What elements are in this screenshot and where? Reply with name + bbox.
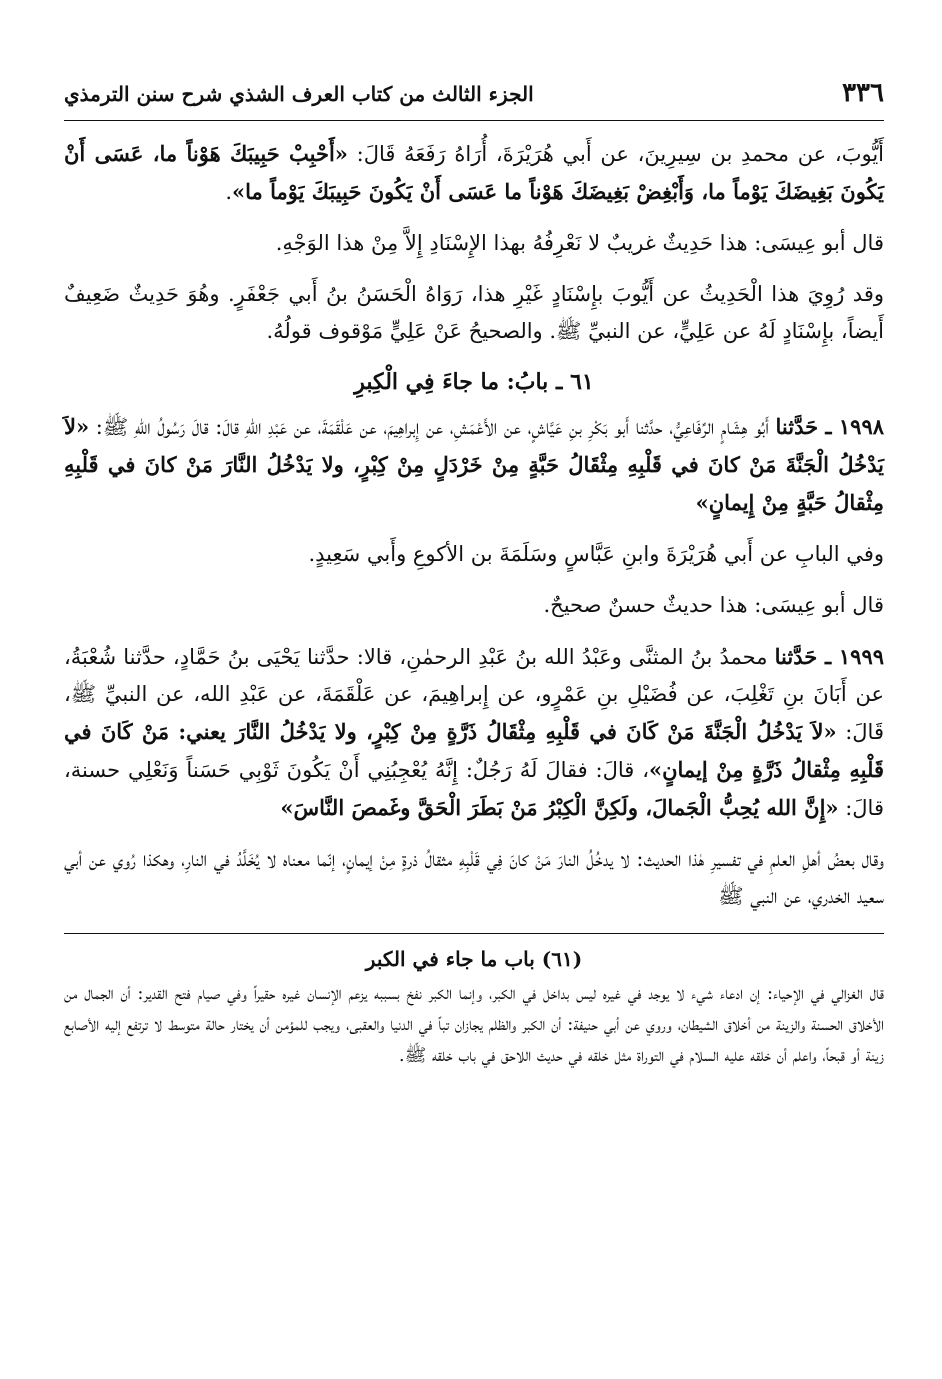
footnote-divider <box>64 933 884 934</box>
narration-text: ، قالَ: فقالَ لَهُ رَجُلٌ: إِنَّهُ يُعْجِبُنِي أَنْ يَكُونَ ثَوْبِي حَسَناً وَنَعْلِي حسنة، قالَ: <box>64 758 884 820</box>
page-number: ٣٣٦ <box>842 78 884 108</box>
hadith-1999 <box>64 638 884 827</box>
hadith-quote: «إِنَّ الله يُحِبُّ الْجَمالَ، ولَكِنَّ الْكِبْرُ مَنْ بَطَرَ الْحَقَّ وغَمصَ النَّاسَ» <box>280 795 839 820</box>
hadith-quote: «أَحْبِبْ حَبِيبَكَ هَوْناً ما، عَسَى أَنْ يَكُونَ بَغِيضَكَ يَوْماً ما، وَأَبْغِضْ بَغِيضَكَ هَوْناً ما عَسَى أَنْ يَكُونَ حَبِيبَكَ يَوْماً ما» <box>64 141 884 204</box>
paragraph-commentary: وقال بعضُ أهلِ العلمِ في تفسيرِ هٰذا الحديث: لا يدخُلُ النارَ مَنْ كانَ فِي قَلْبِهِ مثقالُ ذرةٍ مِنْ إيمانٍ، إنّما معناه لا يُخَلَّدُ في النارِ، وهكذا رُوي عن أبي سعيد الخدري، عن النبي ﷺ <box>64 847 884 908</box>
footnote-title: (٦١) باب ما جاء في الكبر <box>365 947 583 971</box>
footnote-section <box>64 940 884 1071</box>
running-title: الجزء الثالث من كتاب العرف الشذي شرح سنن الترمذي <box>64 82 534 106</box>
main-text <box>64 135 884 915</box>
hadith-number: ١٩٩٩ ـ حَدَّثنا <box>774 644 885 669</box>
paragraph-abu-isa-gharib: قال أبو عِيسَى: هذا حَدِيثٌ غريبٌ لا نَعْرِفُهُ بهذا الإِسْنَادِ إِلاَّ مِنْ هذا الوَجْهِ. <box>275 231 884 255</box>
hadith-1998 <box>64 408 884 522</box>
page-header <box>64 78 884 121</box>
chapter-heading: ٦١ ـ بابُ: ما جاءَ فِي الْكِبرِ <box>354 369 594 395</box>
footnote-text: قال الغزالي في الإحياء: إن ادعاء شيء لا يوجد في غيره ليس بداخل في الكبر، وإنما الكبر نفخ بسببه يزعم الإنسان غيره حقيراً وفي صيام فتح القدير: أن الجمال من الأخلاق الحسنة والزينة من أخلاق الشيطان، وروي عن أبي حنيفة: أن الكبر والظلم يجازان تباً في الدنيا والعقبى، ويجب للمؤمن أن يختار حالة متوسط لا ترتفع إليه الأصابع زينة أو قبحاً، واعلم أن خلقه عليه السلام في التوراة مثل خلقه في حديث اللاحق في باب خلقه ﷺ. <box>64 983 884 1066</box>
hadith-quote: «لاَ يَدْخُلُ الْجَنَّةَ مَنْ كانَ في قَلْبِهِ مِثْقَالُ حَبَّةٍ مِنْ خَرْدَلٍ مِنْ كِبْرٍ، ولا يَدْخُلُ النَّارَ مَنْ كانَ في قَلْبِهِ مِثْقالُ حَبَّةٍ مِنْ إِيمانٍ» <box>64 414 884 515</box>
paragraph-abu-isa-hasan: قال أبو عِيسَى: هذا حديثٌ حسنٌ صحيحٌ. <box>543 593 884 617</box>
paragraph-ayyub <box>64 135 884 211</box>
isnad-text: أَيُّوبَ، عن محمدِ بن سِيرِينَ، عن أَبي هُرَيْرَةَ، أُرَاهُ رَفَعَهُ قَالَ: <box>347 142 884 166</box>
paragraph-riwaya-note: وقد رُوِيَ هذا الْحَدِيثُ عن أَيُّوبَ بإِسْنَادٍ غَيْرِ هذا، رَوَاهُ الْحَسَنُ بنُ أَبي جَعْفَرٍ. وهُوَ حَدِيثٌ ضَعِيفٌ أَيضاً، بإِسْنَادٍ لَهُ عن عَلِيٍّ، عن النبيِّ ﷺ. والصحيحُ عَنْ عَلِيٍّ مَوْقوف قولُهُ. <box>64 282 884 343</box>
isnad-text: أَبُو هِشَامٍ الرِّفَاعِيُّ، حدَّثنا أَبو بَكْرِ بنِ عَيَّاشٍ، عن الأَعْمَشِ، عن إِبراهِيمَ، عن عَلْقَمَةَ، عن عَبْدِ اللهِ قالَ: قالَ رَسُولُ اللهِ ﷺ: <box>89 415 776 439</box>
punctuation: . <box>225 180 232 204</box>
hadith-number: ١٩٩٨ ـ حَدَّثنا <box>775 414 885 439</box>
hadith-quote: «لاَ يَدْخُلُ الْجَنَّةَ مَنْ كَانَ في قَلْبِهِ مِثْقَالُ ذَرَّةٍ مِنْ كِبْرٍ، ولا يَدْخُلُ النَّارَ يعني: مَنْ كَانَ في قَلْبِهِ مِثْقالُ ذَرَّةٍ مِنْ إيمانٍ» <box>64 719 884 782</box>
paragraph-fil-bab: وفي البابِ عن أَبي هُرَيْرَةَ وابنِ عَبَّاسٍ وسَلَمَةَ بن الأكوعِ وأَبي سَعِيدٍ. <box>308 542 884 566</box>
isnad-text: محمدُ بنُ المثنَّى وعَبْدُ الله بنُ عَبْدِ الرحمٰنِ، قالا: حدَّثنا يَحْيَى بنُ حَمَّادٍ، حدَّثنا شُعْبَةُ، عن أَبَانَ بنِ تَغْلِبَ، عن فُضَيْلِ بنِ عَمْرٍو، عن إِبراهِيمَ، عن عَلْقَمَةَ، عن عَبْدِ الله، عن النبيِّ ﷺ، قَالَ: <box>64 645 884 744</box>
